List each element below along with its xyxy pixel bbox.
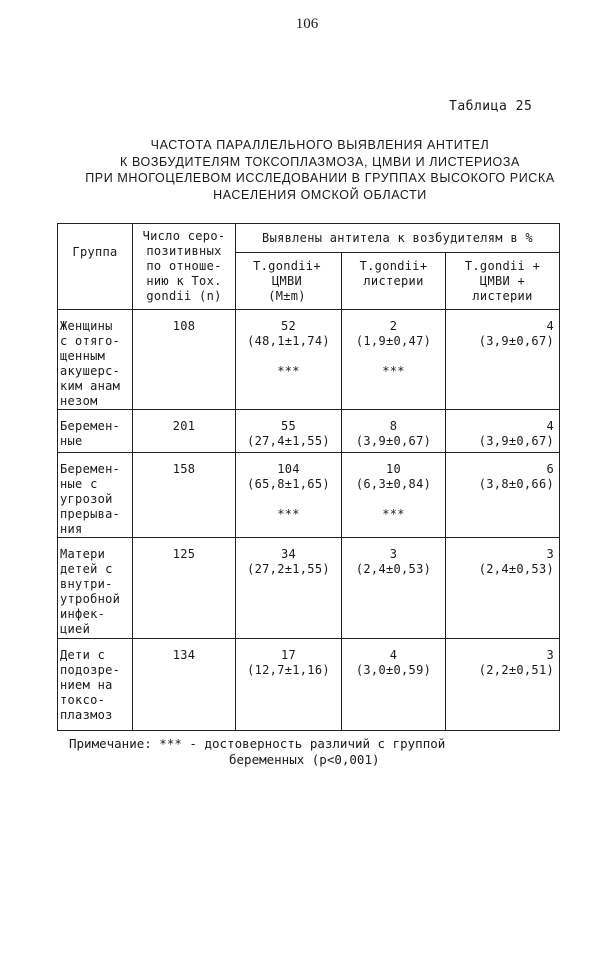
table-label: Таблица 25 xyxy=(449,99,533,114)
row-group-label: Женщины с отяго- щенным акушерс- ким анам незом xyxy=(60,319,121,408)
cell-tgondii-cmvi: 55 (27,4±1,55) xyxy=(247,419,330,448)
cell-tgondii-cmvi: 52 (48,1±1,74) *** xyxy=(236,319,341,379)
footnote-line: беременных (p<0,001) xyxy=(229,752,380,767)
cell-tgondii-cmvi: 17 (12,7±1,16) xyxy=(247,648,330,677)
significance-mark: *** xyxy=(382,507,405,521)
row-group-label: Беремен- ные с угрозой прерыва- ния xyxy=(60,462,121,536)
data-table xyxy=(57,223,560,731)
header-detected: Выявлены антитела к возбудителям в % xyxy=(262,231,533,245)
cell-all-three: 6 (3,8±0,66) xyxy=(478,462,554,491)
cell-tgondii-listeria: 3 (2,4±0,53) xyxy=(355,547,432,576)
row-group-label: Дети с подозре- нием на токсо- плазмоз xyxy=(60,648,121,722)
row-count: 125 xyxy=(172,547,196,561)
row-count: 108 xyxy=(172,319,196,333)
cell-tgondii-cmvi: 34 (27,2±1,55) xyxy=(247,547,330,576)
header-col-tgondii-cmvi: T.gondii+ ЦМВИ (M±m) xyxy=(253,259,321,303)
row-group-label: Матери детей с внутри- утробной инфек- цией xyxy=(60,547,121,636)
cell-all-three: 4 (3,9±0,67) xyxy=(478,319,554,348)
cell-all-three: 4 (3,9±0,67) xyxy=(478,419,554,448)
table-rule xyxy=(57,223,58,731)
header-count: Число серо- позитивных по отноше- нию к Tox. gondii (n) xyxy=(142,229,226,303)
cell-tgondii-listeria: 8 (3,9±0,67) xyxy=(355,419,432,448)
cell-all-three: 3 (2,2±0,51) xyxy=(478,648,554,677)
page-number: 106 xyxy=(295,16,319,32)
significance-mark: *** xyxy=(277,364,300,378)
header-col-tgondii-listeria: T.gondii+ листерии xyxy=(359,259,428,288)
significance-mark: *** xyxy=(277,507,300,521)
header-col-all-three: T.gondii + ЦМВИ + листерии xyxy=(464,259,541,303)
cell-tgondii-listeria: 4 (3,0±0,59) xyxy=(355,648,432,677)
title-line: К ВОЗБУДИТЕЛЯМ ТОКСОПЛАЗМОЗА, ЦМВИ И ЛИСТЕРИОЗА xyxy=(120,154,520,169)
footnote-line: Примечание: *** - достоверность различий с группой xyxy=(69,736,446,751)
cell-tgondii-cmvi: 104 (65,8±1,65) *** xyxy=(236,462,341,522)
table-footnote xyxy=(69,736,539,768)
row-group-label: Беремен- ные xyxy=(60,419,121,448)
table-rule xyxy=(559,223,560,731)
cell-tgondii-listeria: 2 (1,9±0,47) *** xyxy=(342,319,445,379)
cell-all-three: 3 (2,4±0,53) xyxy=(478,547,554,576)
table-title xyxy=(60,137,580,203)
title-line: НАСЕЛЕНИЯ ОМСКОЙ ОБЛАСТИ xyxy=(213,187,427,202)
row-count: 134 xyxy=(172,648,196,662)
row-count: 201 xyxy=(172,419,196,433)
header-group: Группа xyxy=(72,245,118,259)
title-line: ПРИ МНОГОЦЕЛЕВОМ ИССЛЕДОВАНИИ В ГРУППАХ ВЫСОКОГО РИСКА xyxy=(85,171,555,185)
row-count: 158 xyxy=(172,462,196,476)
table-rule xyxy=(235,252,560,253)
title-line: ЧАСТОТА ПАРАЛЛЕЛЬНОГО ВЫЯВЛЕНИЯ АНТИТЕЛ xyxy=(150,138,490,152)
significance-mark: *** xyxy=(382,364,405,378)
cell-tgondii-listeria: 10 (6,3±0,84) *** xyxy=(342,462,445,522)
